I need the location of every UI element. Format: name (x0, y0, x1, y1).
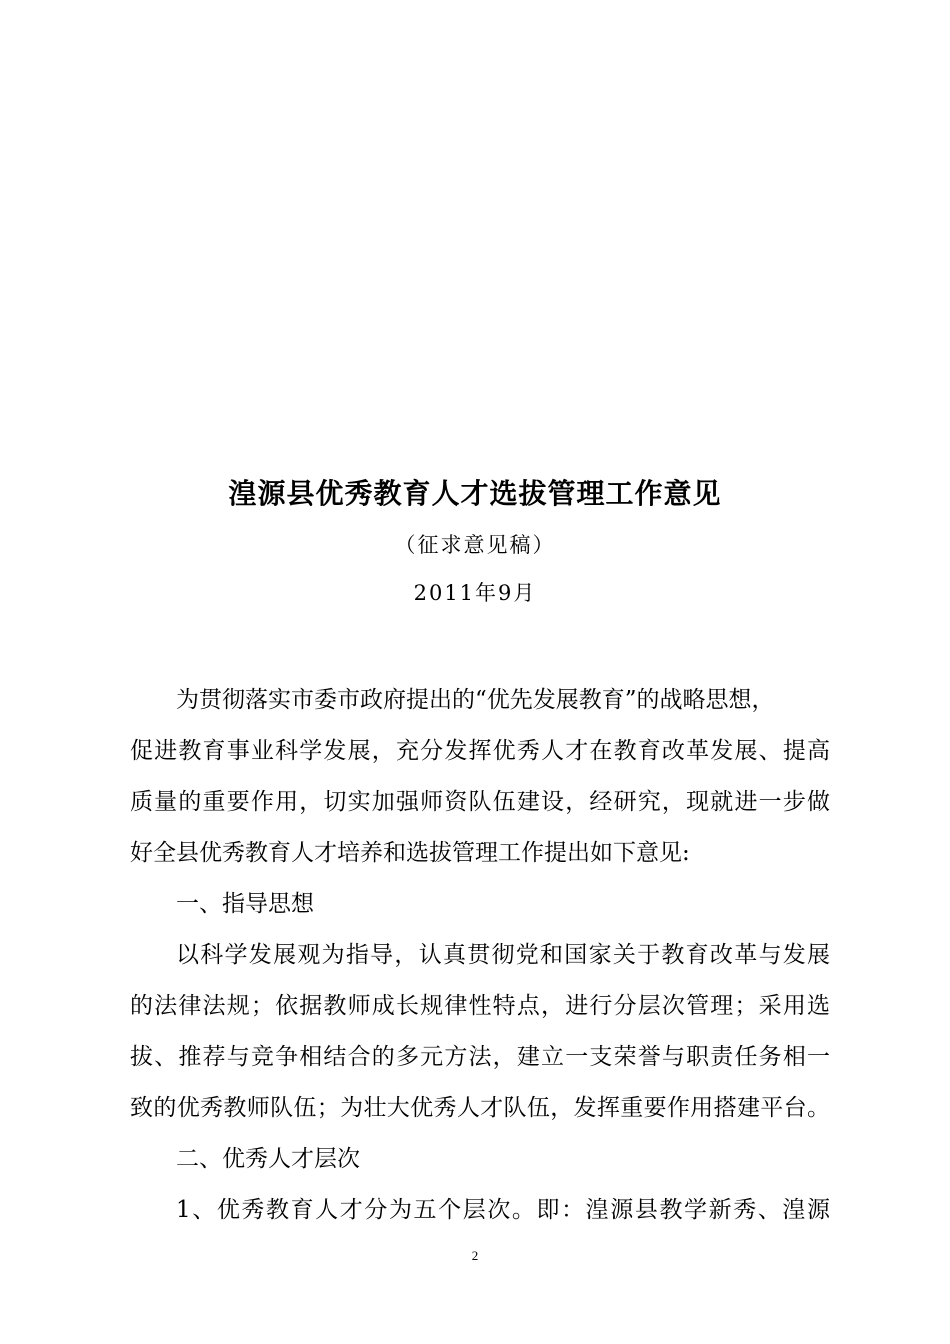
paragraph-line: 好全县优秀教育人才培养和选拔管理工作提出如下意见: (130, 840, 690, 866)
section-heading: 二、优秀人才层次 (176, 1146, 360, 1172)
paragraph-line: 以科学发展观为指导，认真贯彻党和国家关于教育改革与发展 (176, 942, 830, 968)
paragraph-line: 为贯彻落实市委市政府提出的“优先发展教育”的战略思想， (176, 687, 775, 713)
paragraph-line: 质量的重要作用，切实加强师资队伍建设，经研究，现就进一步做 (130, 789, 830, 815)
paragraph-line: 致的优秀教师队伍；为壮大优秀人才队伍，发挥重要作用搭建平台。 (130, 1095, 830, 1121)
document-date: 2011年9月 (413, 581, 537, 605)
document-subtitle: （征求意见稿） (394, 533, 556, 557)
document-body (130, 675, 830, 1236)
paragraph-line: 促进教育事业科学发展，充分发挥优秀人才在教育改革发展、提高 (130, 738, 830, 764)
page-number: 2 (471, 1248, 479, 1263)
section-heading: 一、指导思想 (176, 891, 314, 917)
paragraph-line: 拔、推荐与竞争相结合的多元方法，建立一支荣誉与职责任务相一 (130, 1044, 830, 1070)
paragraph-line: 的法律法规；依据教师成长规律性特点，进行分层次管理；采用选 (130, 993, 830, 1019)
document-title: 湟源县优秀教育人才选拔管理工作意见 (228, 477, 722, 510)
paragraph-line: 1、优秀教育人才分为五个层次。即：湟源县教学新秀、湟源 (176, 1197, 830, 1223)
